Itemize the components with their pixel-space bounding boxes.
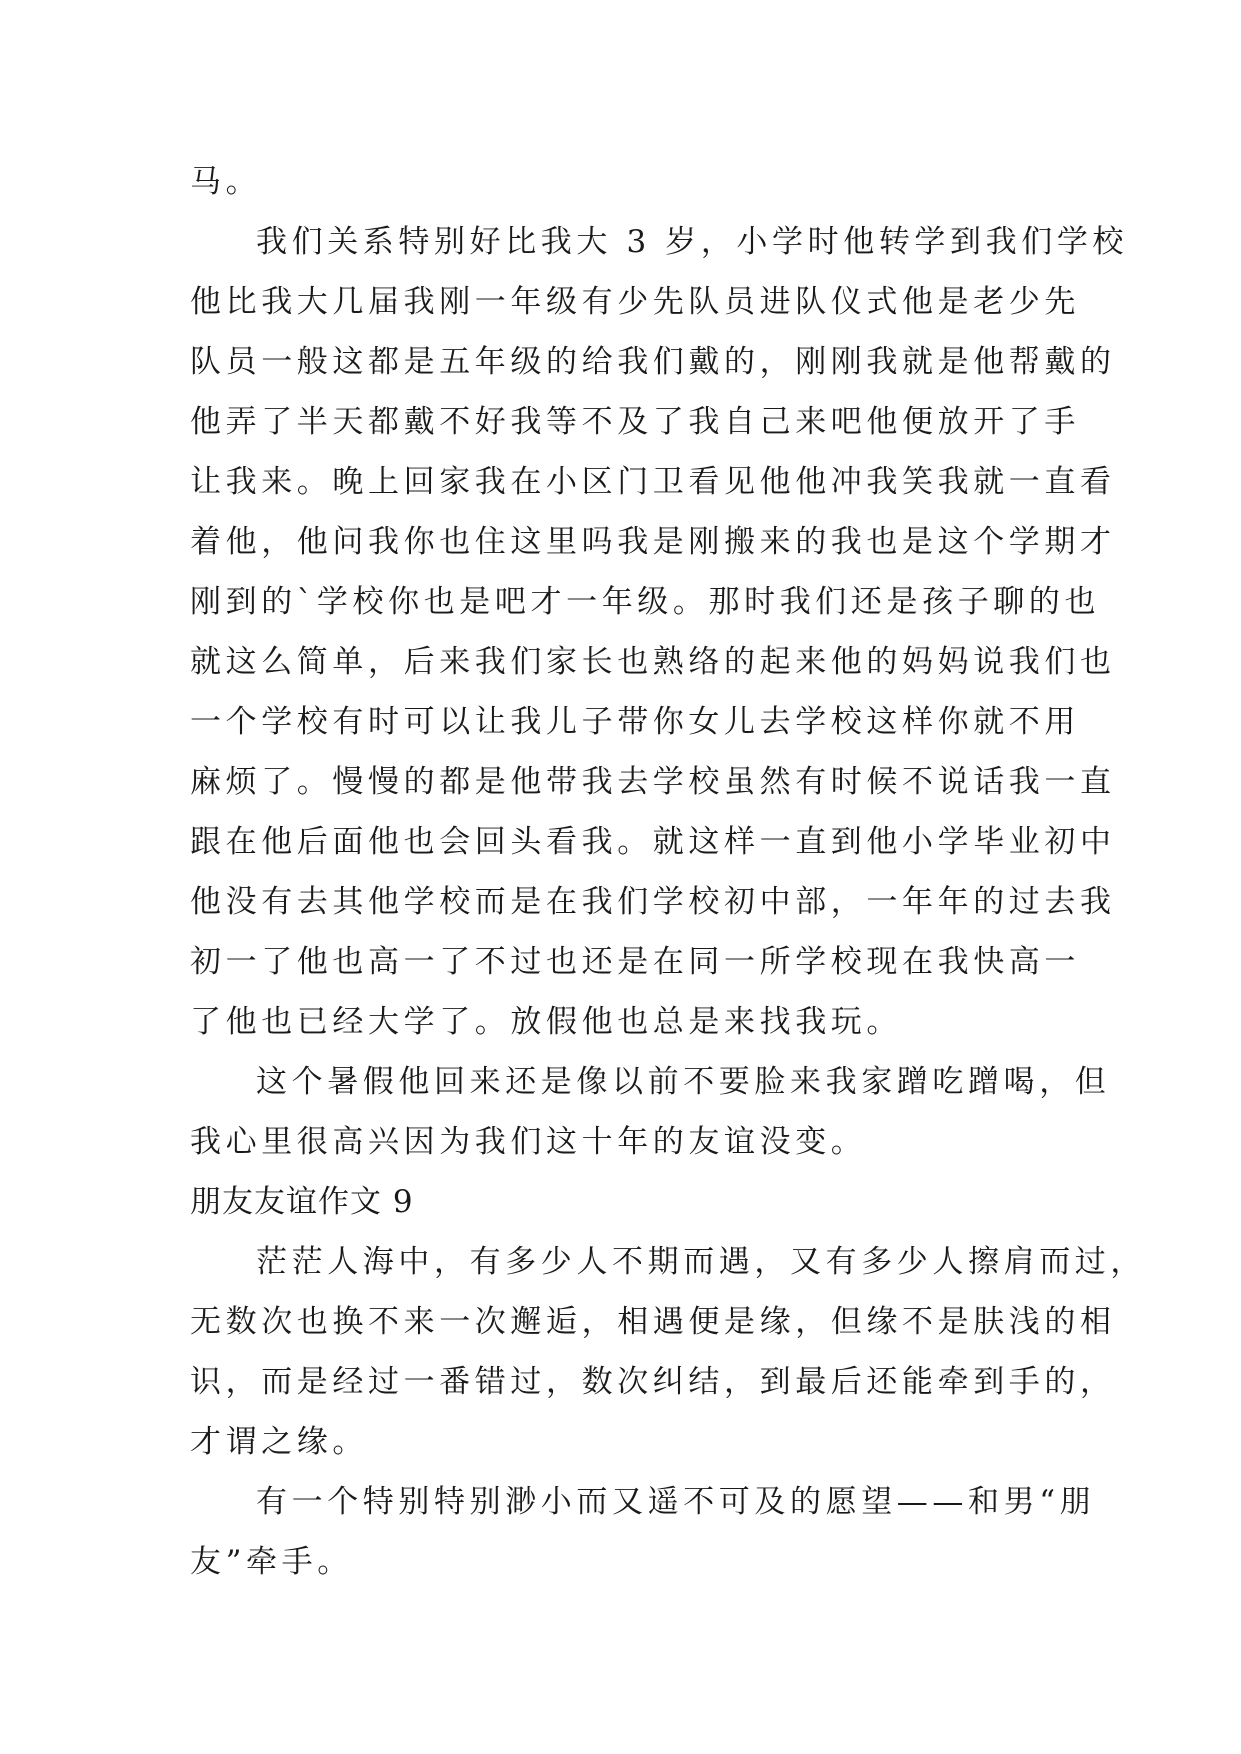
text-line: 他比我大几届我刚一年级有少先队员进队仪式他是老少先: [190, 284, 1080, 320]
text-line: 我心里很高兴因为我们这十年的友谊没变。: [190, 1124, 867, 1160]
text-line: 他弄了半天都戴不好我等不及了我自己来吧他便放开了手: [190, 404, 1080, 440]
paragraph-first-line: 这个暑假他回来还是像以前不要脸来我家蹭吃蹭喝，但: [256, 1064, 1111, 1100]
text-line: 队员一般这都是五年级的给我们戴的，刚刚我就是他帮戴的: [190, 344, 1116, 380]
text-line: 一个学校有时可以让我儿子带你女儿去学校这样你就不用: [190, 704, 1080, 740]
paragraph-first-line: 有一个特别特别渺小而又遥不可及的愿望——和男“朋: [256, 1484, 1096, 1520]
text-line: 识，而是经过一番错过，数次纠结，到最后还能牵到手的，: [190, 1364, 1116, 1400]
text-line: 跟在他后面他也会回头看我。就这样一直到他小学毕业初中: [190, 824, 1116, 860]
text-line: 无数次也换不来一次邂逅，相遇便是缘，但缘不是肤浅的相: [190, 1304, 1116, 1340]
paragraph-first-line: 茫茫人海中，有多少人不期而遇，又有多少人擦肩而过，: [256, 1244, 1146, 1280]
text-line: 他没有去其他学校而是在我们学校初中部，一年年的过去我: [190, 884, 1116, 920]
section-heading: 朋友友谊作文 9: [190, 1184, 414, 1220]
paragraph-first-line: 我们关系特别好比我大 3 岁，小学时他转学到我们学校: [256, 224, 1129, 260]
text-line: 着他，他问我你也住这里吗我是刚搬来的我也是这个学期才: [190, 524, 1116, 560]
text-line: 麻烦了。慢慢的都是他带我去学校虽然有时候不说话我一直: [190, 764, 1116, 800]
text-line: 了他也已经大学了。放假他也总是来找我玩。: [190, 1004, 902, 1040]
text-line: 马。: [190, 164, 262, 200]
text-line: 让我来。晚上回家我在小区门卫看见他他冲我笑我就一直看: [190, 464, 1116, 500]
text-line: 就这么简单，后来我们家长也熟络的起来他的妈妈说我们也: [190, 644, 1116, 680]
text-line: 初一了他也高一了不过也还是在同一所学校现在我快高一: [190, 944, 1080, 980]
text-line: 刚到的`学校你也是吧才一年级。那时我们还是孩子聊的也: [190, 584, 1101, 620]
text-line: 才谓之缘。: [190, 1424, 368, 1460]
text-line: 友”牵手。: [190, 1544, 353, 1580]
